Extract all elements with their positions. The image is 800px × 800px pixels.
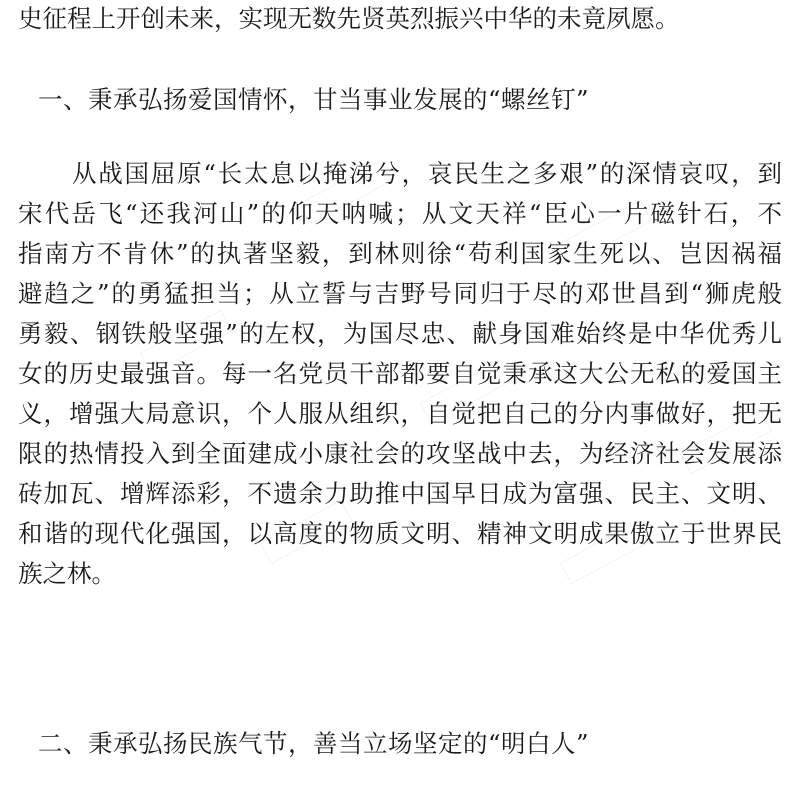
paragraph-line: 砖加瓦、增辉添彩，不遗余力助推中国早日成为富强、民主、文明、 <box>18 479 782 508</box>
section-heading-1: 一、秉承弘扬爱国情怀，甘当事业发展的“螺丝钉” <box>38 85 590 114</box>
section-heading-2: 二、秉承弘扬民族气节，善当立场坚定的“明白人” <box>38 729 590 758</box>
paragraph-line: 避趋之”的勇猛担当；从立誓与吉野号同归于尽的邓世昌到“狮虎般 <box>18 279 782 308</box>
paragraph-line: 女的历史最强音。每一名党员干部都要自觉秉承这大公无私的爱国主 <box>18 359 782 388</box>
paragraph-line: 宋代岳飞“还我河山”的仰天呐喊；从文天祥“臣心一片磁针石，不 <box>18 199 782 228</box>
paragraph-last-line: 族之林。 <box>18 559 116 588</box>
paragraph-line: 勇毅、钢铁般坚强”的左权，为国尽忠、献身国难始终是中华优秀儿 <box>18 319 782 348</box>
paragraph-line: 从战国屈原“长太息以掩涕兮，哀民生之多艰”的深情哀叹，到 <box>72 159 782 188</box>
paragraph-line: 限的热情投入到全面建成小康社会的攻坚战中去，为经济社会发展添 <box>18 439 782 468</box>
paragraph-continuation-line: 史征程上开创未来，实现无数先贤英烈振兴中华的未竟夙愿。 <box>18 4 680 33</box>
paragraph-line: 指南方不肯休”的执著坚毅，到林则徐“苟利国家生死以、岂因祸福 <box>18 239 782 268</box>
paragraph-line: 和谐的现代化强国，以高度的物质文明、精神文明成果傲立于世界民 <box>18 519 782 548</box>
paragraph-line: 义，增强大局意识，个人服从组织，自觉把自己的分内事做好，把无 <box>18 399 782 428</box>
